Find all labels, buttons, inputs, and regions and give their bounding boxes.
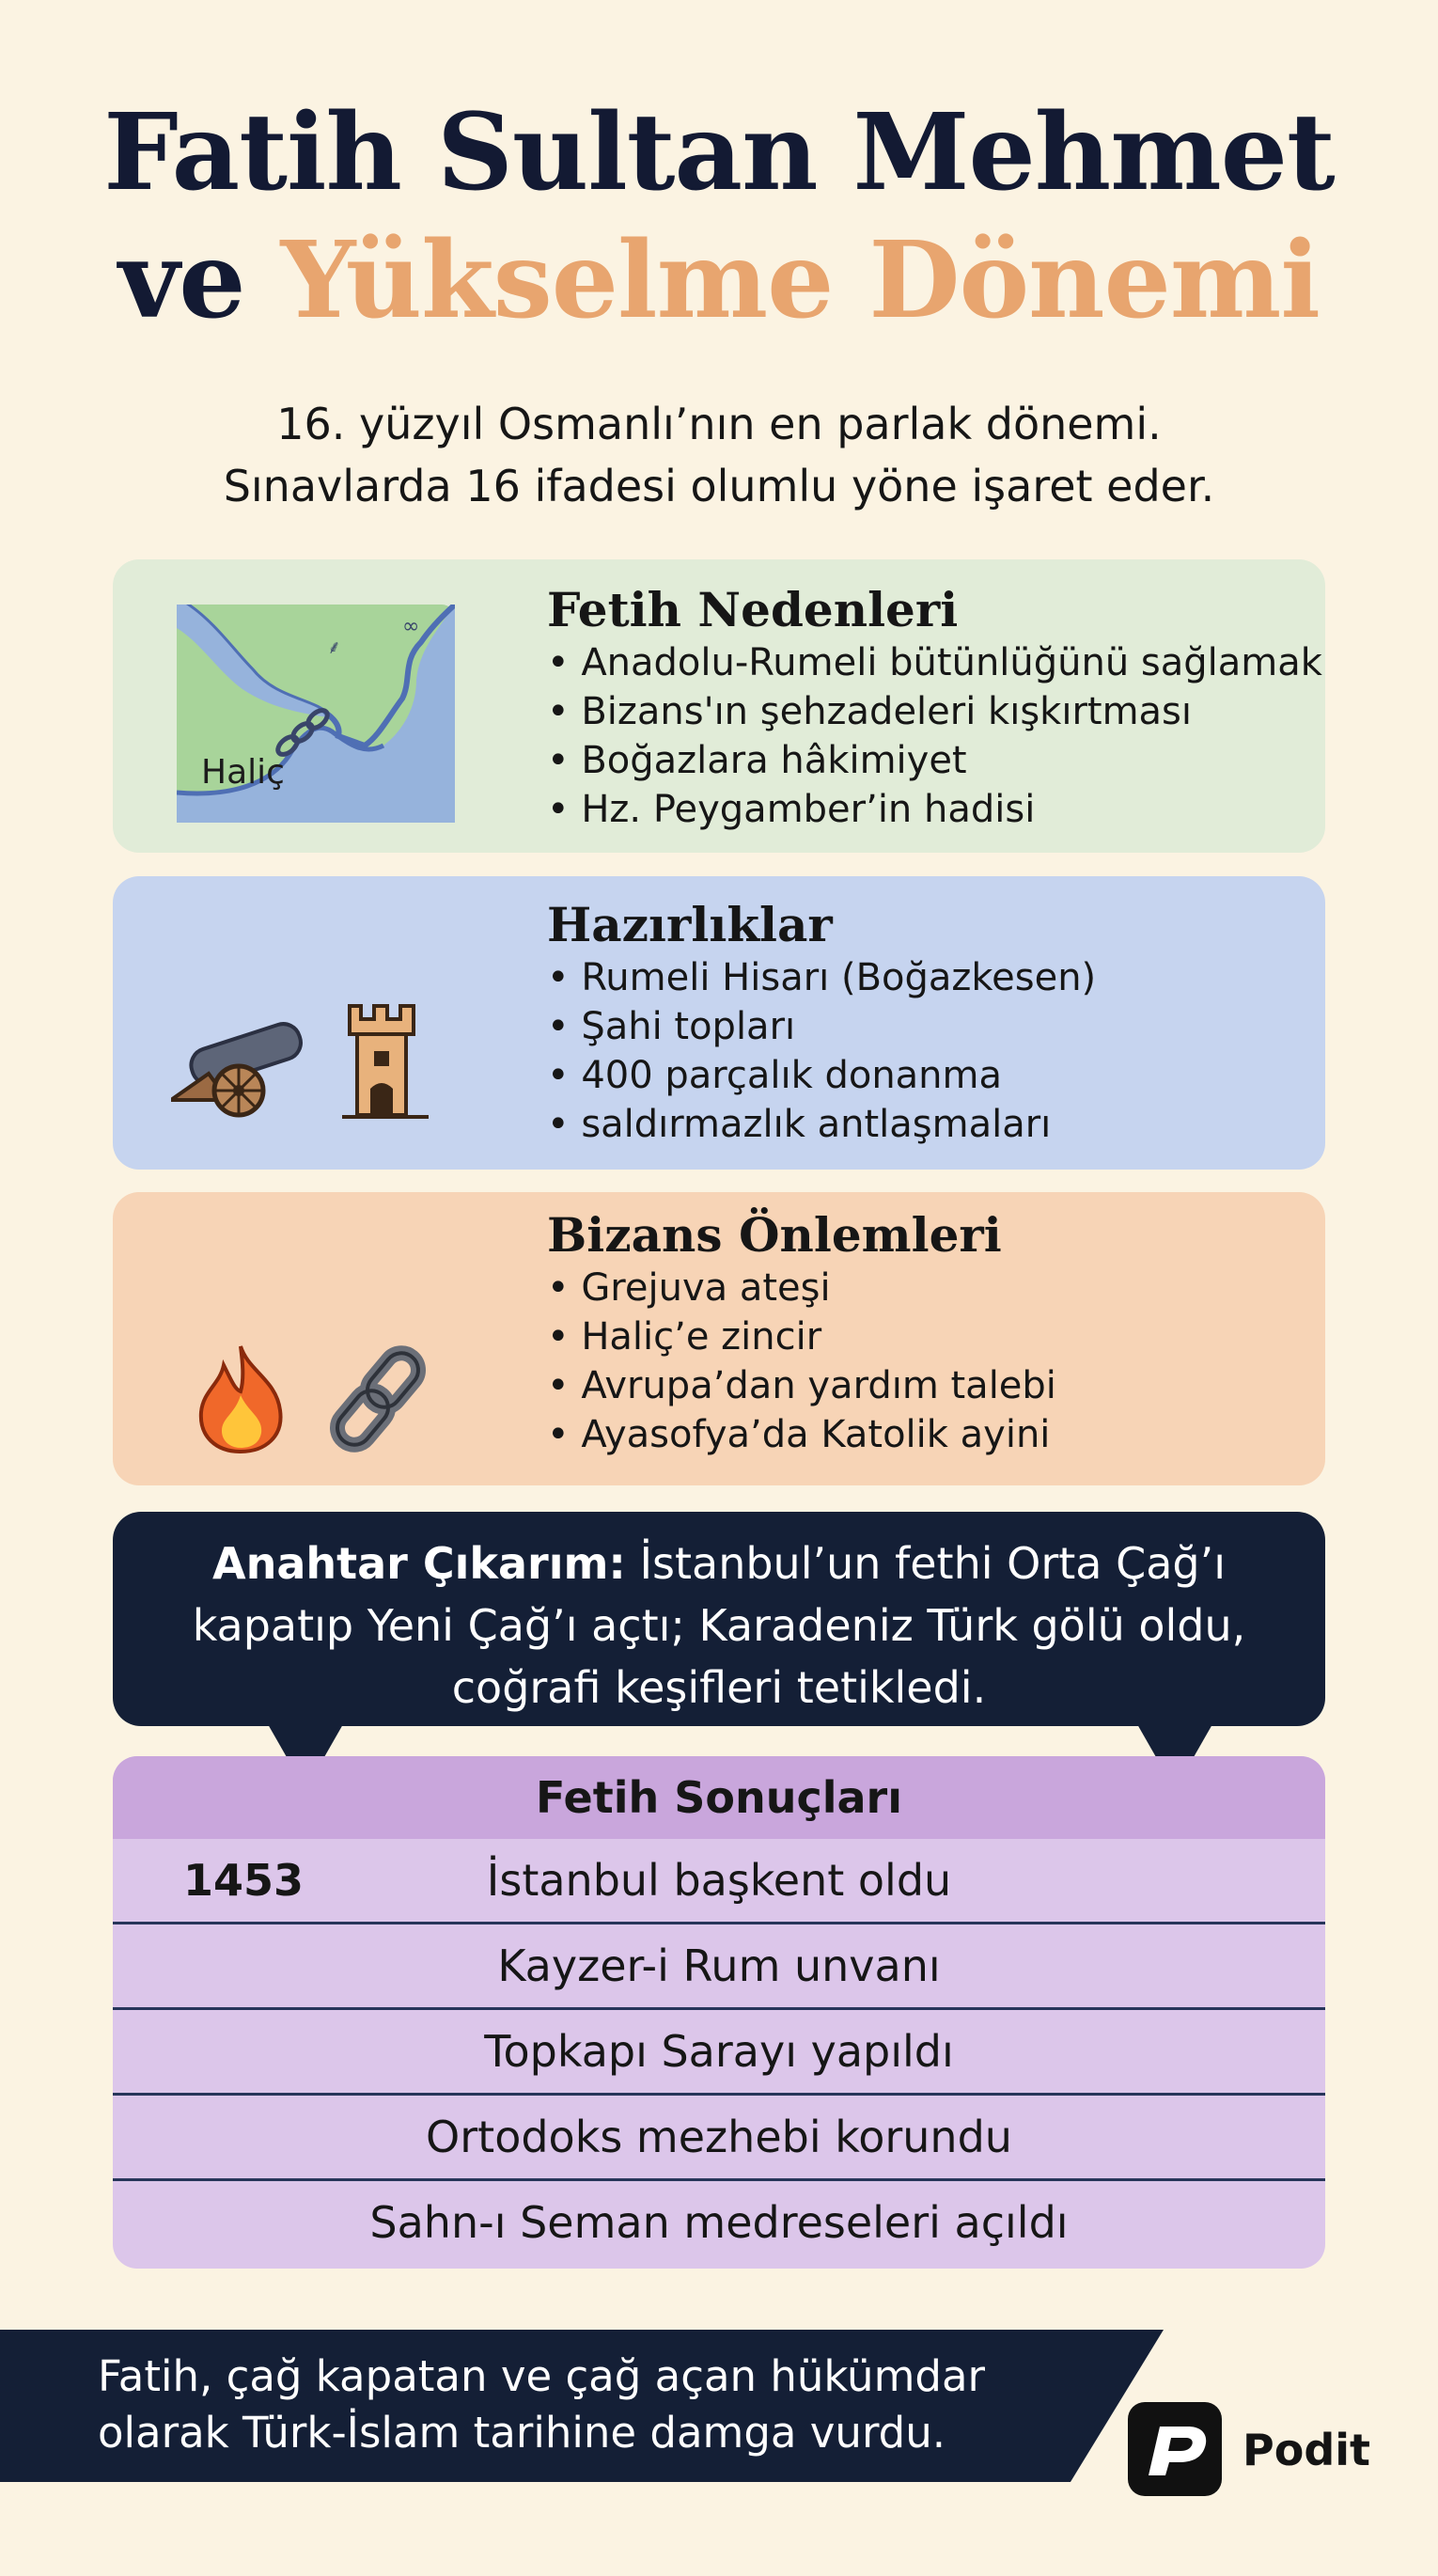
title-line-2-accent: Yükselme Dönemi bbox=[280, 219, 1320, 342]
table-row bbox=[113, 2010, 1325, 2096]
list-item: • Avrupa’dan yardım talebi bbox=[547, 1361, 1056, 1410]
chain-icon bbox=[321, 1343, 434, 1455]
table-row bbox=[113, 1924, 1325, 2010]
footer-text bbox=[98, 2348, 1132, 2461]
podit-logo-icon bbox=[1128, 2402, 1222, 2496]
subtitle bbox=[0, 393, 1438, 517]
footer-line-1: Fatih, çağ kapatan ve çağ açan hükümdar bbox=[98, 2351, 986, 2401]
card-title: Hazırlıklar bbox=[547, 897, 833, 952]
key-takeaway-callout bbox=[113, 1512, 1325, 1726]
title-line-2-prefix: ve bbox=[118, 219, 245, 342]
map-icon bbox=[177, 605, 455, 823]
map-label: Haliç bbox=[201, 753, 285, 792]
title-line-1: Fatih Sultan Mehmet bbox=[103, 91, 1335, 214]
list-item: • Ayasofya’da Katolik ayini bbox=[547, 1410, 1056, 1459]
year-label: 1453 bbox=[183, 1855, 305, 1906]
card-hazirliklar bbox=[113, 876, 1325, 1170]
footer-line-2: olarak Türk-İslam tarihine damga vurdu. bbox=[98, 2408, 946, 2458]
brand-name: Podit bbox=[1243, 2425, 1371, 2475]
results-table bbox=[113, 1756, 1325, 2269]
row-text: Sahn-ı Seman medreseleri açıldı bbox=[369, 2197, 1069, 2248]
callout-text: İstanbul’un fethi Orta Çağ’ı kapatıp Yeni Çağ’ı açtı; Karadeniz Türk gölü oldu, coğrafi keşifleri tetikledi. bbox=[192, 1538, 1246, 1713]
table-row bbox=[113, 2181, 1325, 2264]
list-item: • Şahi topları bbox=[547, 1002, 1096, 1051]
bullet-list bbox=[547, 1264, 1056, 1459]
card-fetih-nedenleri bbox=[113, 559, 1325, 853]
list-item: • Bizans'ın şehzadeleri kışkırtması bbox=[547, 687, 1322, 736]
card-bizans-onlemleri bbox=[113, 1192, 1325, 1485]
list-item: • 400 parçalık donanma bbox=[547, 1051, 1096, 1100]
subtitle-line-1: 16. yüzyıl Osmanlı’nın en parlak dönemi. bbox=[276, 399, 1162, 449]
page-title bbox=[0, 89, 1438, 345]
cannon-icon bbox=[171, 1008, 312, 1121]
card-title: Bizans Önlemleri bbox=[547, 1207, 1002, 1263]
card-title: Fetih Nedenleri bbox=[547, 582, 959, 637]
row-text: Ortodoks mezhebi korundu bbox=[426, 2112, 1012, 2162]
row-text: Kayzer-i Rum unvanı bbox=[497, 1940, 941, 1991]
tower-icon bbox=[338, 998, 432, 1123]
list-item: • Grejuva ateşi bbox=[547, 1264, 1056, 1312]
row-text: Topkapı Sarayı yapıldı bbox=[484, 2026, 954, 2077]
list-item: • Anadolu-Rumeli bütünlüğünü sağlamak bbox=[547, 638, 1322, 687]
svg-text:⸙: ⸙ bbox=[327, 636, 341, 658]
table-row bbox=[113, 2096, 1325, 2181]
list-item: • Haliç’e zincir bbox=[547, 1312, 1056, 1361]
table-row bbox=[113, 1839, 1325, 1924]
list-item: • Boğazlara hâkimiyet bbox=[547, 736, 1322, 785]
fire-icon bbox=[192, 1343, 289, 1455]
list-item: • Hz. Peygamber’in hadisi bbox=[547, 785, 1322, 834]
svg-text:∞: ∞ bbox=[402, 615, 420, 638]
results-title: Fetih Sonuçları bbox=[113, 1756, 1325, 1839]
bullet-list bbox=[547, 638, 1322, 834]
subtitle-line-2: Sınavlarda 16 ifadesi olumlu yöne işaret eder. bbox=[223, 461, 1215, 511]
row-text: İstanbul başkent oldu bbox=[486, 1855, 952, 1906]
callout-label: Anahtar Çıkarım: bbox=[212, 1538, 626, 1589]
bullet-list bbox=[547, 953, 1096, 1149]
list-item: • saldırmazlık antlaşmaları bbox=[547, 1100, 1096, 1149]
list-item: • Rumeli Hisarı (Boğazkesen) bbox=[547, 953, 1096, 1002]
